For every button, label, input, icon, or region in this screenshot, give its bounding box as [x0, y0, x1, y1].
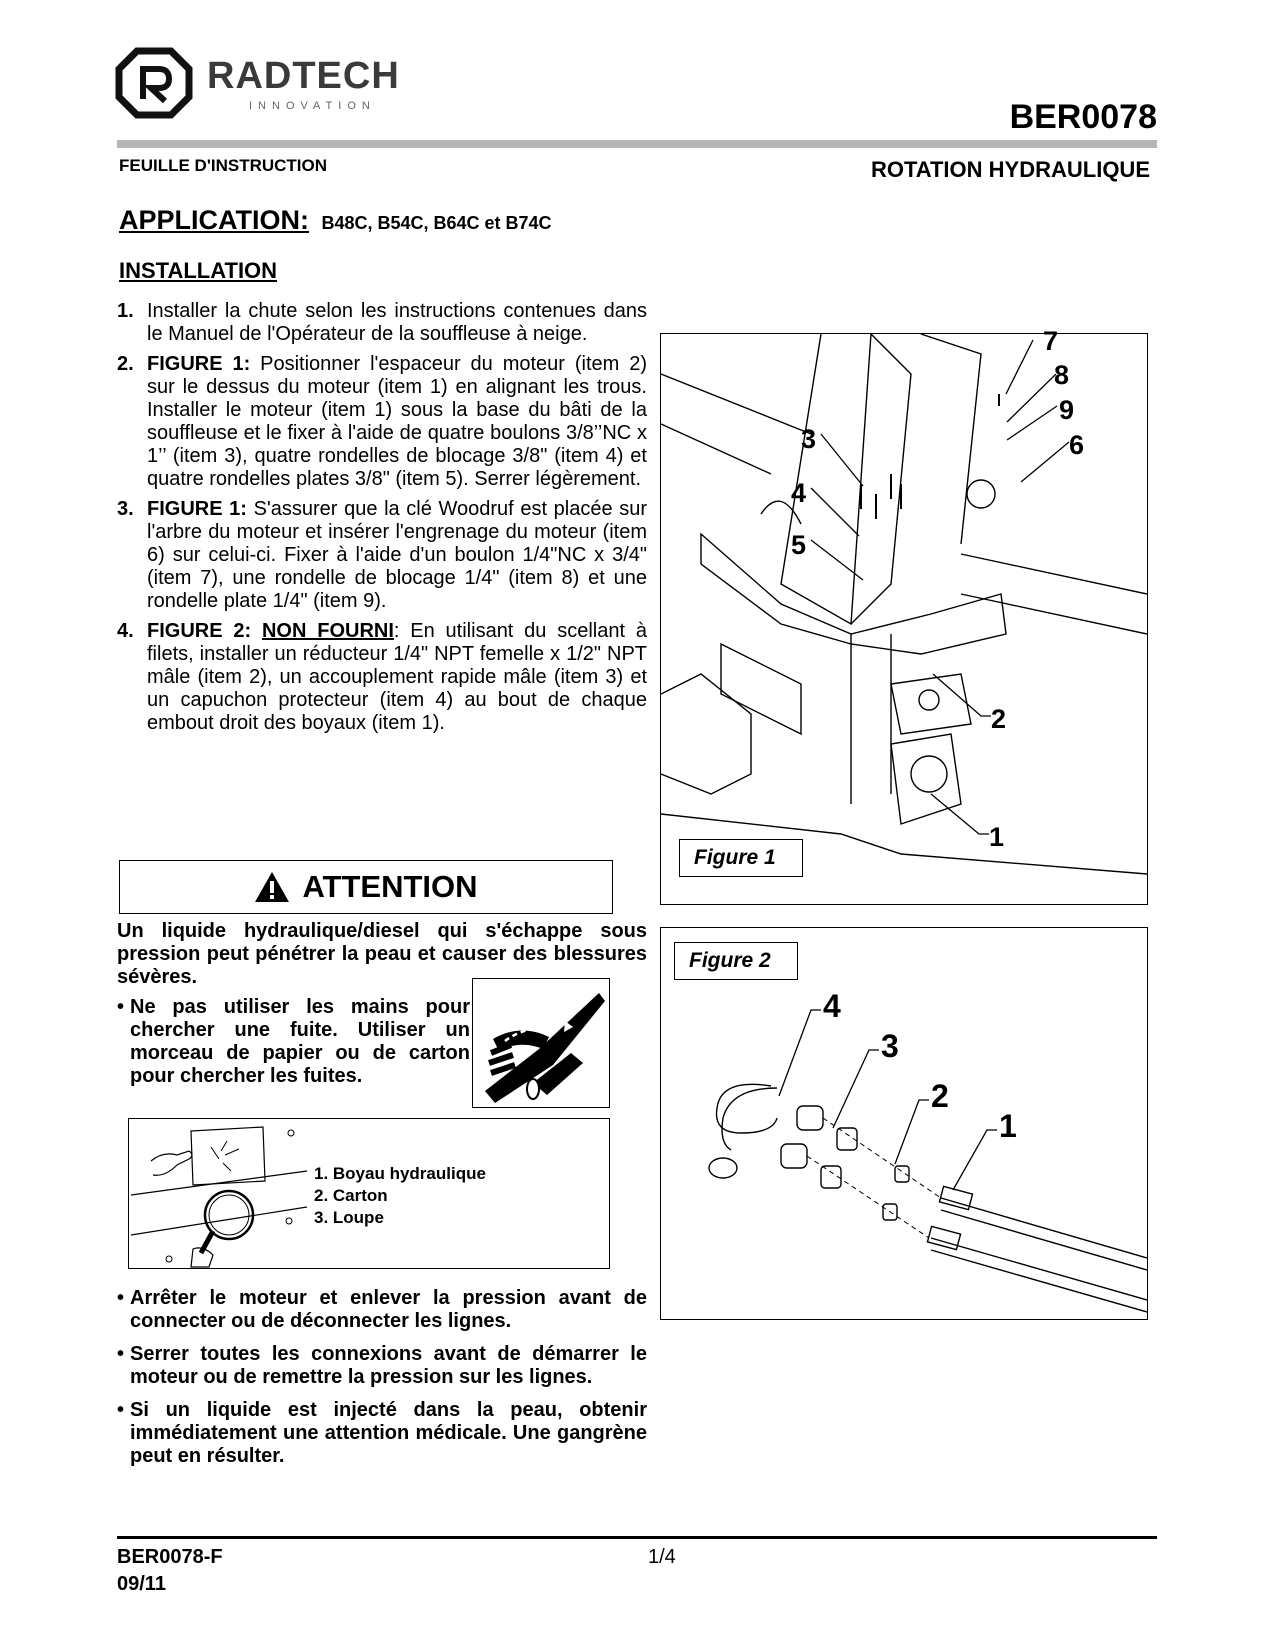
page-number: 1/4 — [648, 1546, 676, 1568]
callout-label: 1 — [999, 1108, 1017, 1144]
hand-injury-illustration — [472, 978, 610, 1108]
callout-label: 7 — [1043, 326, 1059, 356]
application-models: B48C, B54C, B64C et B74C — [321, 213, 552, 233]
list-item: 2. FIGURE 1: Positionner l'espaceur du moteur (item 2) sur le dessus du moteur (item 1) en alignant les trous. Installer le moteur (item 1) sous la base du bâti de la souffleuse et le fixer à l'aide de quatre boulons 3/8’’NC x 1’’ (item 3), quatre rondelles de blocage 3/8" (item 4) et quatre rondelles plates 3/8" (item 5). Serrer légèrement. — [117, 353, 647, 490]
footer-date: 09/11 — [117, 1573, 166, 1595]
legend-item: 3. Loupe — [314, 1208, 384, 1227]
callout-label: 2 — [931, 1078, 949, 1114]
application-line — [119, 205, 552, 236]
warning-bullet: • Ne pas utiliser les mains pour chercher une fuite. Utiliser un morceau de papier ou de carton pour chercher les fuites. — [117, 996, 470, 1088]
radtech-logo-icon — [115, 47, 193, 119]
figure-2-label: Figure 2 — [674, 942, 798, 980]
callout-label: 4 — [791, 478, 807, 508]
legend-item: 2. Carton — [314, 1186, 388, 1205]
warning-icon — [254, 871, 290, 903]
page-title: ROTATION HYDRAULIQUE — [870, 157, 1150, 182]
application-label: APPLICATION: — [119, 205, 309, 235]
callout-label: 4 — [823, 988, 841, 1024]
document-number: BER0078 — [1009, 98, 1157, 136]
footer-doc-code: BER0078-F — [117, 1546, 223, 1568]
callout-label: 5 — [791, 530, 807, 560]
callout-label: 9 — [1059, 395, 1075, 425]
callout-label: 2 — [991, 704, 1007, 734]
list-item: 3. FIGURE 1: S'assurer que la clé Woodruf est placée sur l'arbre du moteur et insérer l'engrenage du moteur (item 6) sur celui-ci. Fixer à l'aide d'un boulon 1/4"NC x 3/4" (item 7), une rondelle de blocage 1/4" (item 8) et une rondelle plate 1/4" (item 9). — [117, 498, 647, 612]
callout-label: 3 — [881, 1028, 899, 1064]
list-item: • Si un liquide est injecté dans la peau, obtenir immédiatement une attention médicale. Une gangrène peut en résulter. — [117, 1399, 647, 1468]
motor-assembly-illustration — [661, 334, 1147, 904]
list-item: 1. Installer la chute selon les instructions contenues dans le Manuel de l'Opérateur de la souffleuse à neige. — [117, 300, 647, 345]
callout-label: 8 — [1054, 360, 1070, 390]
hand-leak-icon — [473, 979, 609, 1107]
legend-item: 1. Boyau hydraulique — [314, 1164, 486, 1183]
figure-1-label: Figure 1 — [679, 839, 803, 877]
logo-tagline: INNOVATION — [249, 100, 376, 112]
logo-wordmark: RADTECH — [207, 55, 400, 97]
logo — [115, 47, 415, 122]
figure-2 — [660, 927, 1148, 1320]
footer-divider — [117, 1536, 1157, 1539]
callout-label: 1 — [989, 822, 1005, 852]
installation-steps — [117, 300, 647, 742]
leak-detection-illustration — [128, 1118, 610, 1269]
warning-intro: Un liquide hydraulique/diesel qui s'échappe sous pression peut pénétrer la peau et causer des blessures sévères. — [117, 920, 647, 988]
header-divider — [117, 140, 1157, 148]
list-item: • Arrêter le moteur et enlever la pression avant de connecter ou de déconnecter les lignes. — [117, 1287, 647, 1333]
warning-bullets — [117, 1287, 647, 1468]
list-item: 4. FIGURE 2: NON FOURNI: En utilisant du scellant à filets, installer un réducteur 1/4" NPT femelle x 1/2" NPT mâle (item 2), un accouplement rapide mâle (item 3) et un capuchon protecteur (item 4) au bout de chaque embout droit des boyaux (item 1). — [117, 620, 647, 734]
sheet-type-title: FEUILLE D'INSTRUCTION — [119, 156, 328, 175]
callout-label: 3 — [801, 424, 817, 454]
callout-label: 6 — [1069, 430, 1085, 460]
installation-heading: INSTALLATION — [119, 258, 278, 283]
attention-banner: ATTENTION — [119, 860, 613, 914]
figure-1 — [660, 326, 1148, 905]
hose-fittings-illustration — [661, 928, 1147, 1319]
magnifier-hand-icon — [131, 1121, 309, 1269]
list-item: • Serrer toutes les connexions avant de démarrer le moteur ou de remettre la pression sur les lignes. — [117, 1343, 647, 1389]
